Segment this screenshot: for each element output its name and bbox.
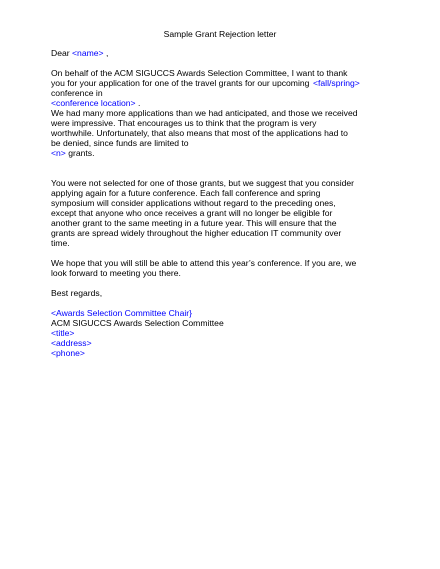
p3-line2: look forward to meeting you there. (51, 268, 181, 278)
p1-line7: worthwhile. Unfortunately, that also means that most of the applications had to (51, 128, 348, 138)
phone-placeholder: <phone> (51, 348, 85, 358)
p1-line4-suffix: . (135, 98, 141, 108)
p1-line5: We had many more applications than we had anticipated, and those we received (51, 108, 358, 118)
p1-line2 (51, 78, 360, 88)
p2-line6: grants are spread widely throughout the higher education IT community over (51, 228, 342, 238)
p1-line4 (51, 98, 140, 108)
p3-line1: We hope that you will still be able to attend this year’s conference. If you are, we (51, 258, 357, 268)
title-placeholder: <title> (51, 328, 75, 338)
p2-line5: another grant to the same meeting in a future year. This will ensure that the (51, 218, 337, 228)
p1-line2-text: you for your application for one of the travel grants for our upcoming (51, 78, 310, 88)
p1-line9-suffix: grants. (65, 148, 95, 158)
conference-location-placeholder: <conference location> (51, 98, 136, 108)
chair-placeholder: <Awards Selection Committee Chair} (51, 308, 192, 318)
fall-spring-placeholder: <fall/spring> (313, 78, 360, 88)
name-placeholder: <name> (72, 48, 104, 58)
p2-line1: You were not selected for one of those grants, but we suggest that you consider (51, 178, 355, 188)
greeting-dear: Dear (51, 48, 70, 58)
greeting-line (51, 48, 108, 58)
greeting-comma: , (103, 48, 109, 58)
p1-line9 (51, 148, 95, 158)
p1-line8: be denied, since funds are limited to (51, 138, 189, 148)
p1-line1: On behalf of the ACM SIGUCCS Awards Selection Committee, I want to thank (51, 68, 348, 78)
p2-line7: time. (51, 238, 70, 248)
p1-line6: were impressive. That encourages us to think that the program is very (51, 118, 317, 128)
p2-line2: applying again for a future conference. Each fall conference and spring (51, 188, 321, 198)
letter-title: Sample Grant Rejection letter (163, 29, 277, 39)
p2-line4: except that anyone who once receives a grant will no longer be eligible for (51, 208, 333, 218)
committee-name: ACM SIGUCCS Awards Selection Committee (51, 318, 224, 328)
p2-line3: symposium will consider applications without regard to the preceding ones, (51, 198, 336, 208)
p1-line3: conference in (51, 88, 103, 98)
address-placeholder: <address> (51, 338, 92, 348)
n-placeholder: <n> (51, 148, 66, 158)
closing: Best regards, (51, 288, 103, 298)
